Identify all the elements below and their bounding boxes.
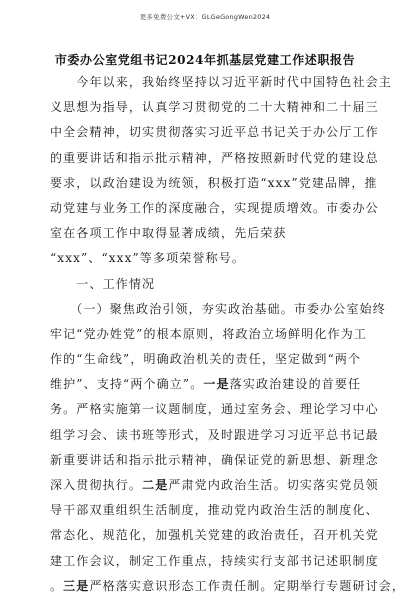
text-segment: 牢记“党办姓党”的根本原则，将政治立场鲜明化作为工 bbox=[50, 326, 368, 341]
body-line bbox=[50, 574, 406, 599]
text-segment: “xxx”、“xxx”等多项荣誉称号。 bbox=[50, 251, 245, 266]
header-note: 更多免费公文+VX：GLGeGongWen2024 bbox=[139, 13, 271, 21]
text-segment: 要求，以政治建设为统领，积极打造“xxx”党建品牌，推 bbox=[50, 175, 378, 190]
body-line bbox=[50, 297, 386, 322]
body-line bbox=[50, 171, 378, 196]
emphasis-label: 三是 bbox=[63, 578, 90, 593]
body-line bbox=[50, 196, 379, 221]
text-segment: 动党建与业务工作的深度融合，实现提质增效。市委办公 bbox=[50, 200, 379, 215]
body-line bbox=[50, 322, 370, 347]
text-segment: 义思想为指导，认真学习贯彻党的二十大精神和二十届三 bbox=[50, 100, 379, 115]
text-segment: 维护”、支持“两个确立”。 bbox=[50, 377, 204, 392]
body-line bbox=[50, 372, 370, 397]
emphasis-label: 一是 bbox=[203, 377, 230, 392]
text-segment: 深入贯彻执行。 bbox=[50, 478, 143, 492]
text-segment: 导干部双重组织生活制度，推动党内政治生活的制度化、 bbox=[50, 503, 379, 518]
body-line bbox=[50, 272, 370, 297]
text-segment: 落实政治建设的首要任 bbox=[229, 377, 362, 392]
text-segment: 严肃党内政治生活。切实落实党员领 bbox=[168, 478, 379, 492]
body-line bbox=[50, 347, 370, 372]
text-segment: 。 bbox=[50, 578, 64, 593]
body-line bbox=[50, 498, 379, 523]
report-title: 市委办公室党组书记2024年抓基层党建工作述职报告 bbox=[54, 53, 356, 67]
text-segment: 常态化、规范化，加强机关党建的政治责任，召开机关党 bbox=[50, 528, 379, 543]
text-segment: 今年以来，我始终坚持以习近平新时代中国特色社会主 bbox=[50, 75, 392, 89]
text-segment: 严格落实意识形态工作责任制。定期举行专题研讨会， bbox=[89, 578, 406, 593]
report-body bbox=[50, 70, 406, 599]
text-segment: 的重要讲话和指示批示精神，严格按照新时代党的建设总 bbox=[50, 150, 379, 165]
text-segment: （一）聚焦政治引领，夯实政治基础。市委办公室始终 bbox=[50, 301, 386, 316]
body-line bbox=[50, 473, 379, 498]
text-segment: 一、工作情况 bbox=[50, 276, 156, 291]
body-line bbox=[50, 221, 370, 246]
text-segment: 新重要讲话和指示批示精神，确保证党的新思想、新理念 bbox=[50, 452, 379, 467]
body-line bbox=[50, 246, 370, 271]
text-segment: 组学习会、读书班等形式，及时跟进学习习近平总书记最 bbox=[50, 427, 379, 442]
text-segment: 中全会精神，切实贯彻落实习近平总书记关于办公厅工作 bbox=[50, 125, 379, 140]
text-segment: 建工作会议，制定工作重点，持续实行支部书记述职制度 bbox=[50, 553, 379, 568]
body-line bbox=[50, 95, 379, 120]
body-line bbox=[50, 120, 379, 145]
text-segment: 作的“生命线”，明确政治机关的责任，坚定做到“两个 bbox=[50, 352, 362, 367]
emphasis-label: 二是 bbox=[142, 478, 169, 492]
body-line bbox=[50, 523, 379, 548]
body-line bbox=[50, 549, 379, 574]
text-segment: 室在各项工作中取得显著成绩，先后荣获 bbox=[50, 226, 287, 241]
text-segment: 务。严格实施第一议题制度，通过室务会、理论学习中心 bbox=[50, 402, 379, 417]
body-line bbox=[50, 423, 379, 448]
body-line bbox=[50, 448, 379, 473]
body-line bbox=[50, 397, 379, 422]
body-line bbox=[50, 146, 379, 171]
body-line bbox=[50, 70, 392, 95]
